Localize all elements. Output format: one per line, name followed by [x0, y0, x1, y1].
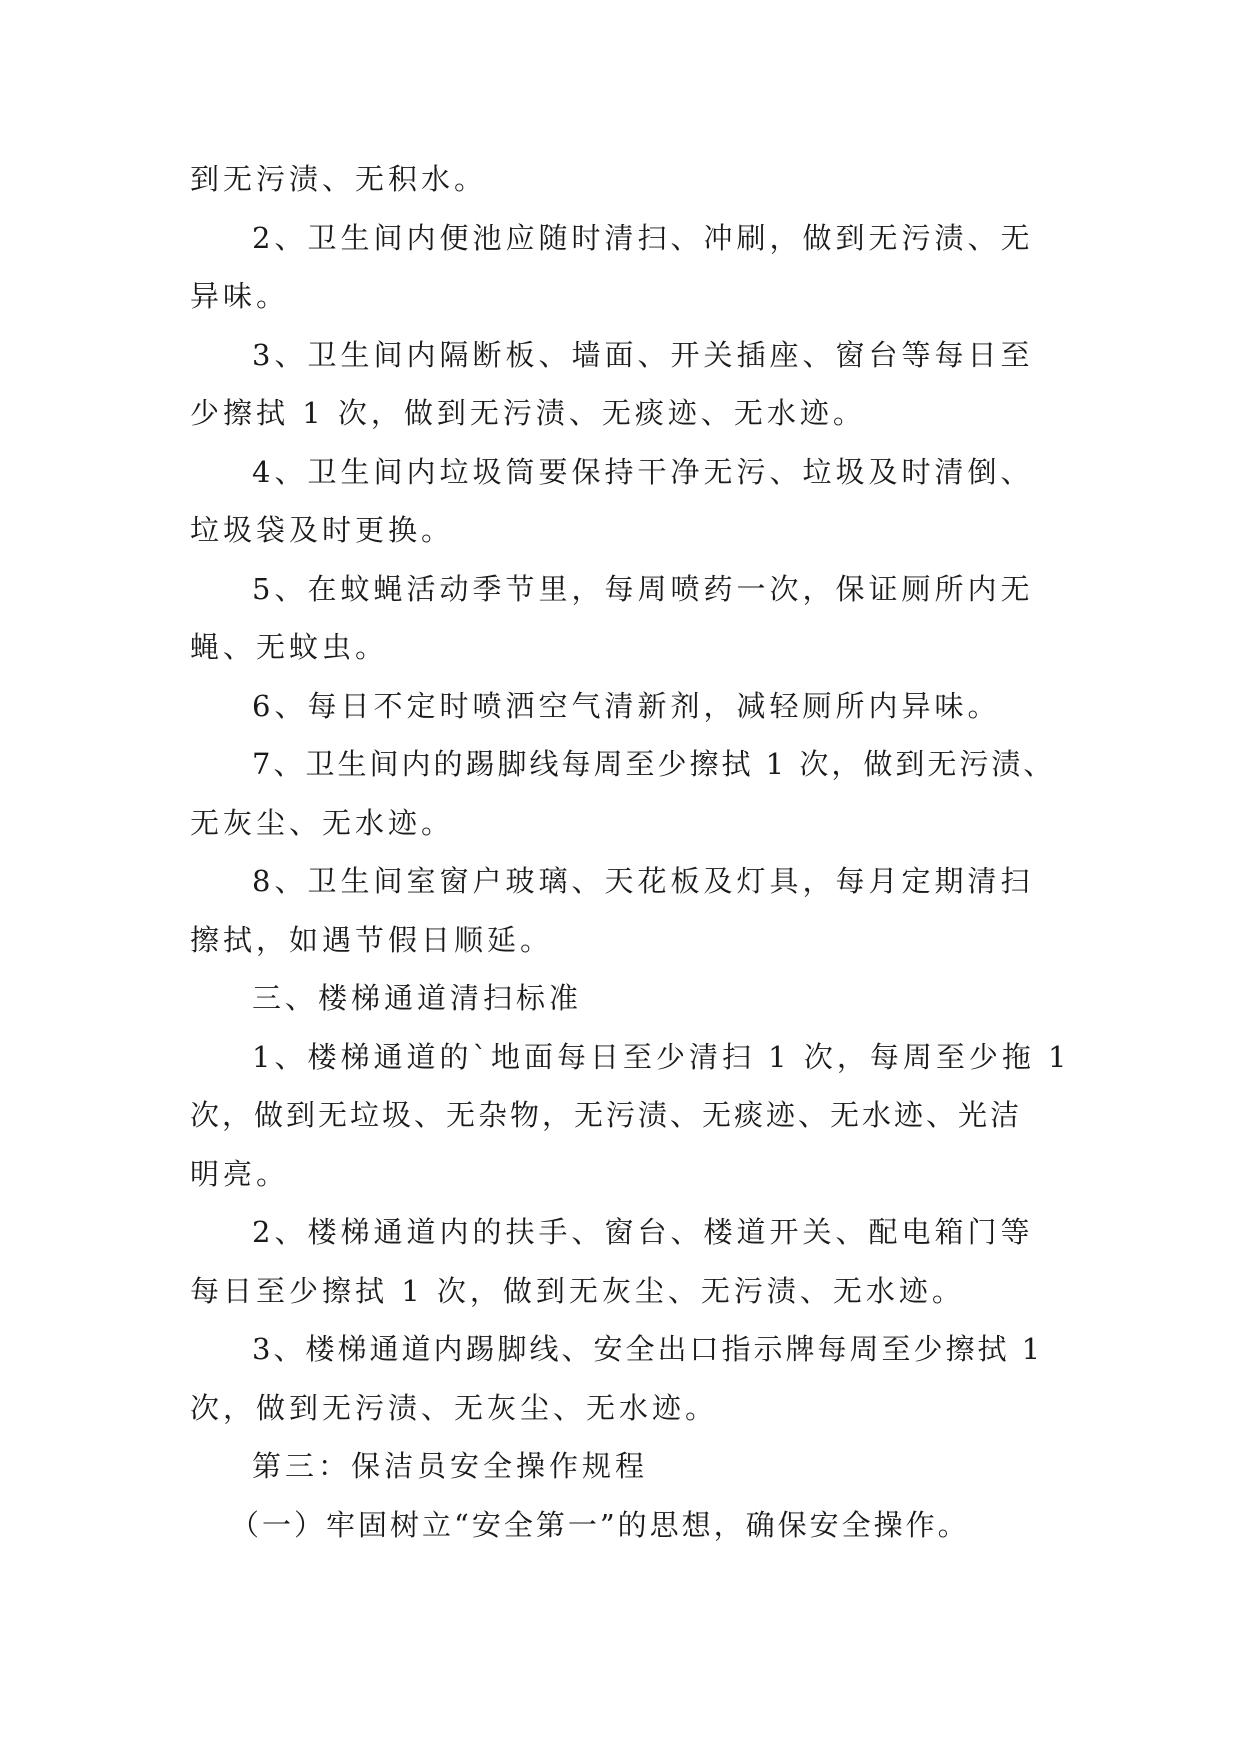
- paragraph-line: 5、在蚊蝇活动季节里，每周喷药一次，保证厕所内无: [252, 571, 1034, 606]
- paragraph-line: （一）牢固树立“安全第一”的思想，确保安全操作。: [230, 1507, 970, 1542]
- paragraph-line: 每日至少擦拭 1 次，做到无灰尘、无污渍、无水迹。: [190, 1273, 965, 1308]
- paragraph-line: 异味。: [190, 279, 290, 313]
- paragraph-line: 3、楼梯通道内踢脚线、安全出口指示牌每周至少擦拭 1: [252, 1332, 1044, 1366]
- section-heading: 第三：保洁员安全操作规程: [252, 1449, 649, 1483]
- paragraph-line: 2、楼梯通道内的扶手、窗台、楼道开关、配电箱门等: [252, 1215, 1034, 1249]
- section-heading: 三、楼梯通道清扫标准: [252, 981, 583, 1015]
- paragraph-line: 6、每日不定时喷洒空气清新剂，减轻厕所内异味。: [252, 688, 1001, 723]
- paragraph-line: 次，做到无垃圾、无杂物，无污渍、无痰迹、无水迹、光洁: [190, 1098, 1023, 1132]
- paragraph-line: 次，做到无污渍、无灰尘、无水迹。: [190, 1390, 719, 1425]
- paragraph-line: 1、楼梯通道的`地面每日至少清扫 1 次，每周至少拖 1: [252, 1039, 1071, 1074]
- paragraph-line: 7、卫生间内的踢脚线每周至少擦拭 1 次，做到无污渍、: [252, 747, 1056, 781]
- paragraph-line: 少擦拭 1 次，做到无污渍、无痰迹、无水迹。: [190, 396, 866, 430]
- paragraph-line: 擦拭，如遇节假日顺延。: [190, 922, 554, 957]
- paragraph-line: 明亮。: [190, 1156, 290, 1191]
- paragraph-line: 8、卫生间室窗户玻璃、天花板及灯具，每月定期清扫: [252, 864, 1034, 898]
- paragraph-line: 垃圾袋及时更换。: [190, 513, 455, 547]
- paragraph-line: 蝇、无蚊虫。: [190, 630, 389, 664]
- paragraph-line: 4、卫生间内垃圾筒要保持干净无污、垃圾及时清倒、: [252, 454, 1034, 489]
- paragraph-line: 无灰尘、无水迹。: [190, 805, 455, 840]
- paragraph-line: 2、卫生间内便池应随时清扫、冲刷，做到无污渍、无: [252, 220, 1034, 255]
- paragraph-line: 3、卫生间内隔断板、墙面、开关插座、窗台等每日至: [252, 337, 1034, 372]
- paragraph-line: 到无污渍、无积水。: [190, 162, 488, 196]
- document-body: [190, 150, 1070, 1554]
